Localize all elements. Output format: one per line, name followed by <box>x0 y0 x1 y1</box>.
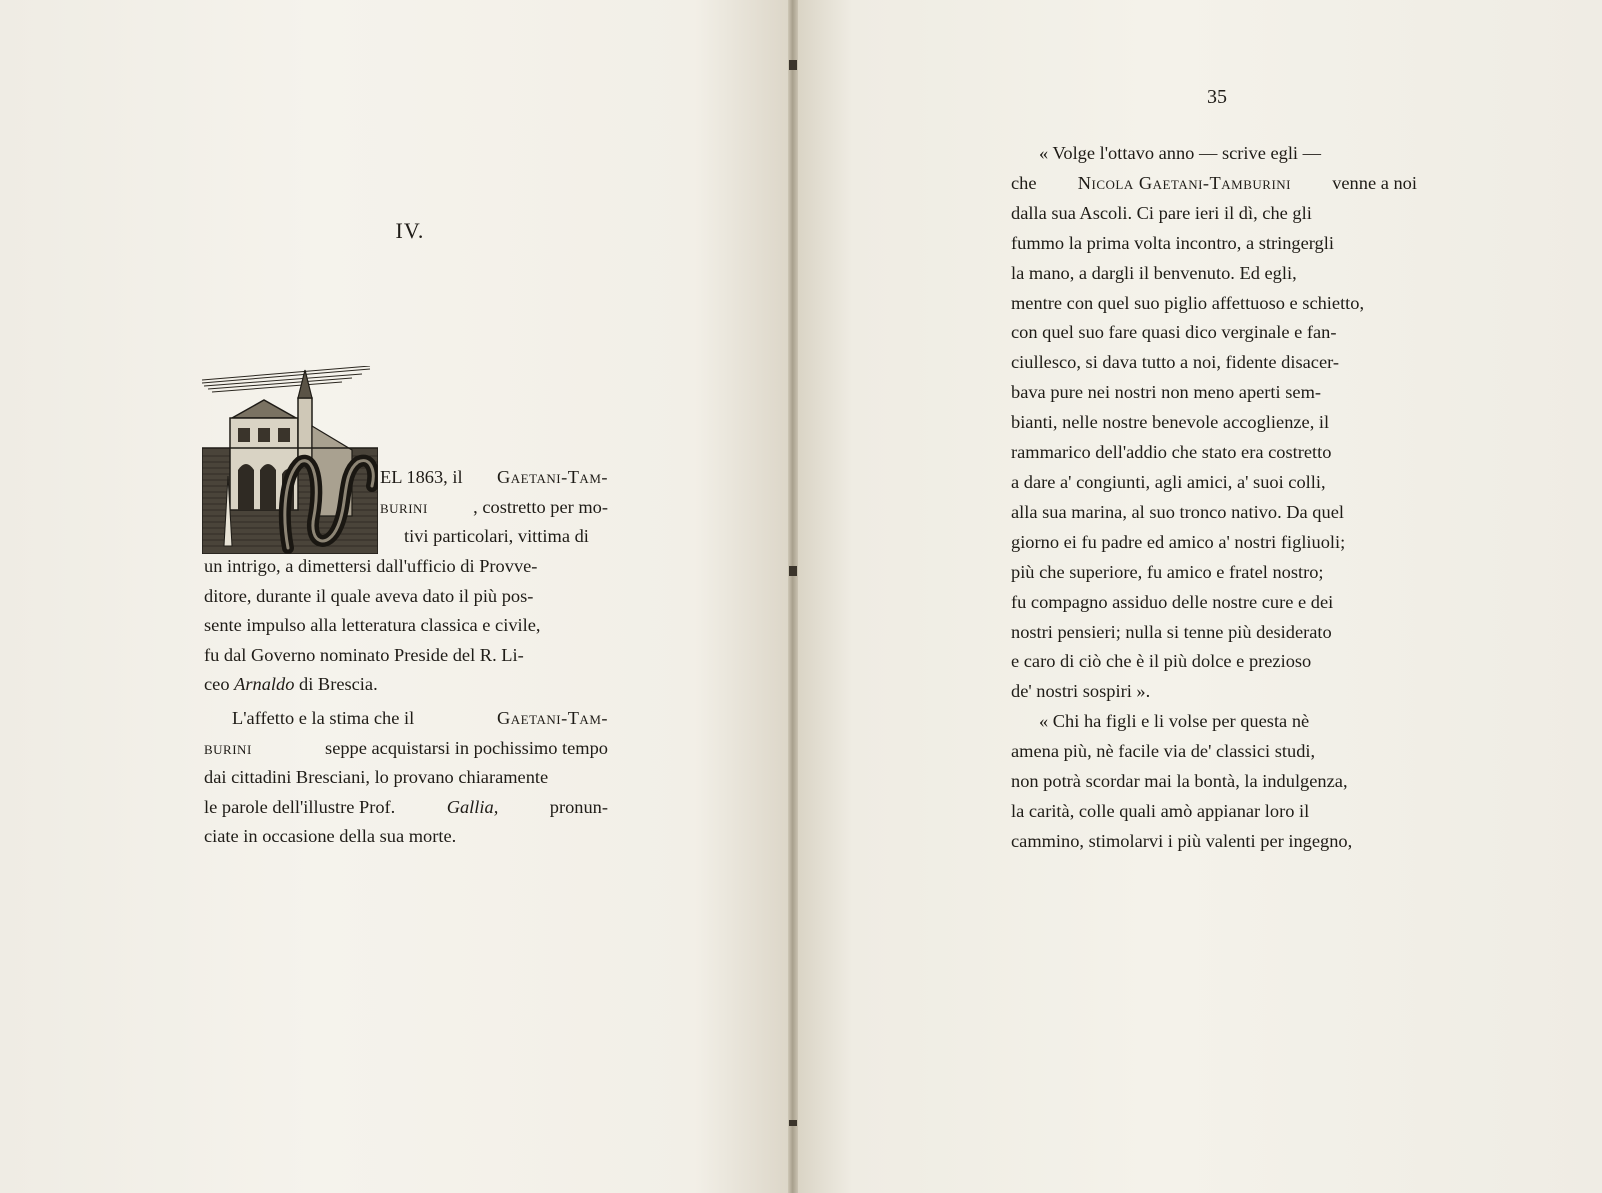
text-line <box>1011 558 1417 588</box>
text-fragment: giorno ei fu padre ed amico a' nostri figliuoli; <box>1011 531 1346 552</box>
text-fragment: cammino, stimolarvi i più valenti per ingegno, <box>1011 830 1353 851</box>
text-fragment: de' nostri sospiri ». <box>1011 681 1151 702</box>
text-fragment: con quel suo fare quasi dico verginale e fan- <box>1011 322 1337 343</box>
text-line <box>1011 707 1417 737</box>
text-line <box>204 734 608 764</box>
text-fragment: dalla sua Ascoli. Ci pare ieri il dì, che gli <box>1011 202 1312 223</box>
text-fragment: di Brescia. <box>294 674 378 695</box>
text-line <box>1011 348 1417 378</box>
text-line <box>1011 528 1417 558</box>
text-fragment: un intrigo, a dimettersi dall'ufficio di Provve- <box>204 556 538 576</box>
paragraph-opening <box>380 463 608 552</box>
text-line <box>1011 618 1417 648</box>
name-small-caps: burini <box>204 737 252 758</box>
text-fragment: fu compagno assiduo delle nostre cure e dei <box>1011 591 1334 612</box>
text-fragment: bianti, nelle nostre benevole accoglienze, il <box>1011 412 1330 433</box>
text-fragment: che <box>1011 172 1037 193</box>
text-line <box>204 641 608 671</box>
text-line <box>204 763 608 793</box>
text-fragment: ditore, durante il quale aveva dato il più pos- <box>204 585 534 606</box>
text-fragment: le parole dell'illustre Prof. <box>204 796 396 817</box>
text-line <box>204 822 608 852</box>
text-line <box>1011 647 1417 677</box>
text-fragment: non potrà scordar mai la bontà, la indulgenza, <box>1011 771 1348 792</box>
text-line <box>1011 677 1417 707</box>
italic-name: Arnaldo <box>234 674 295 695</box>
text-line <box>1011 229 1417 259</box>
binding-thread-mark <box>789 60 797 70</box>
text-fragment: dai cittadini Bresciani, lo provano chiaramente <box>204 767 549 788</box>
text-line <box>1011 468 1417 498</box>
text-fragment: fu dal Governo nominato Preside del R. Li- <box>204 644 524 665</box>
name-small-caps: burini <box>380 496 428 517</box>
text-fragment: « Volge l'ottavo anno — scrive egli — <box>1039 143 1322 163</box>
text-fragment: venne a noi <box>1332 172 1417 193</box>
text-fragment: la mano, a dargli il benvenuto. Ed egli, <box>1011 262 1297 283</box>
text-line <box>1011 438 1417 468</box>
text-fragment: seppe acquistarsi in pochissimo tempo <box>325 737 608 758</box>
text-line <box>1011 139 1417 169</box>
text-fragment: mentre con quel suo piglio affettuoso e schietto, <box>1011 292 1365 313</box>
text-fragment: pronun- <box>549 796 608 817</box>
text-fragment: tivi particolari, vittima di <box>404 526 589 547</box>
text-fragment: ceo <box>204 674 235 695</box>
paragraph-body-left <box>204 552 608 852</box>
text-fragment: fummo la prima volta incontro, a stringergli <box>1011 232 1334 253</box>
text-line <box>380 493 608 523</box>
text-line <box>1011 827 1417 857</box>
text-fragment: , costretto per mo- <box>473 496 608 517</box>
text-line <box>204 793 608 823</box>
text-fragment: alla sua marina, al suo tronco nativo. Da quel <box>1011 501 1344 522</box>
text-line <box>1011 169 1417 199</box>
text-fragment: ciullesco, si dava tutto a noi, fidente disacer- <box>1011 352 1339 373</box>
text-line <box>204 552 608 582</box>
text-fragment: sente impulso alla letteratura classica e civile, <box>204 615 541 636</box>
name-small-caps: Gaetani-Tam- <box>496 467 608 487</box>
text-line <box>1011 199 1417 229</box>
text-line <box>1011 289 1417 319</box>
text-line <box>1011 378 1417 408</box>
chapter-heading: IV. <box>395 218 425 243</box>
text-line <box>1011 318 1417 348</box>
text-line <box>204 611 608 641</box>
text-fragment: e caro di ciò che è il più dolce e prezioso <box>1011 651 1312 672</box>
text-fragment: bava pure nei nostri non meno aperti sem- <box>1011 382 1321 403</box>
text-fragment: a dare a' congiunti, agli amici, a' suoi colli, <box>1011 471 1326 492</box>
text-line <box>380 522 608 552</box>
text-line <box>1011 408 1417 438</box>
page-number: 35 <box>1207 86 1227 108</box>
text-fragment: la carità, colle quali amò appianar loro il <box>1011 800 1310 821</box>
text-line <box>380 463 608 493</box>
text-line <box>204 582 608 612</box>
book-gutter <box>788 0 798 1193</box>
text-fragment: rammarico dell'addio che stato era costretto <box>1011 442 1332 463</box>
text-line <box>204 670 608 700</box>
binding-thread-mark <box>789 1120 797 1126</box>
text-fragment: L'affetto e la stima che il <box>232 707 415 728</box>
decorated-initial-engraving <box>202 366 378 554</box>
text-line <box>1011 797 1417 827</box>
binding-thread-mark <box>789 566 797 576</box>
text-fragment: più che superiore, fu amico e fratel nostro; <box>1011 561 1324 582</box>
text-fragment: amena più, nè facile via de' classici studi, <box>1011 741 1316 762</box>
quotation-text <box>1011 139 1417 857</box>
text-line <box>1011 588 1417 618</box>
text-line <box>1011 259 1417 289</box>
name-small-caps: Gaetani-Tam- <box>496 707 608 728</box>
text-line <box>1011 498 1417 528</box>
text-line <box>204 704 608 734</box>
text-fragment: nostri pensieri; nulla si tenne più desiderato <box>1011 621 1332 642</box>
name-small-caps: Nicola Gaetani-Tamburini <box>1077 172 1292 193</box>
text-fragment: EL 1863, il <box>380 467 463 487</box>
text-line <box>1011 767 1417 797</box>
italic-name: Gallia, <box>446 796 499 817</box>
text-fragment: « Chi ha figli e li volse per questa nè <box>1039 711 1310 732</box>
text-line <box>1011 737 1417 767</box>
text-fragment: ciate in occasione della sua morte. <box>204 826 457 847</box>
